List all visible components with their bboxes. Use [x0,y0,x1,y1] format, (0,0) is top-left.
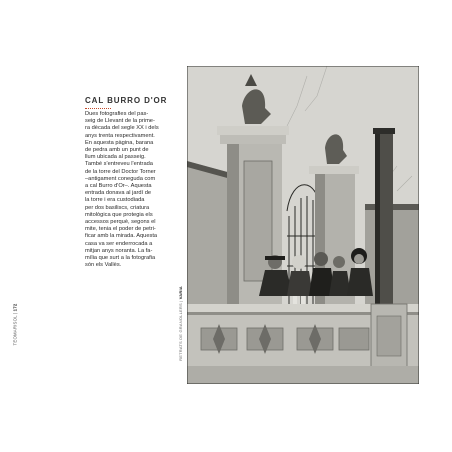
caption-body [85,111,181,269]
caption-line: mília que surt a la fotografia [85,255,156,262]
caption-line: anys trenta respectivament. [85,132,155,139]
caption-line: seig de Llevant de la prime- [85,118,155,125]
series-folio: RETRATS DE GRANOLLERS | VARIA [177,285,183,361]
caption-line: la torre i era custodiada [85,197,145,204]
caption-line: També s'entreveu l'entrada [85,161,153,168]
caption-line: per dos basiliscs, criatura [85,204,150,211]
caption-line: En aquesta pàgina, barana [85,139,154,146]
page-number: 172 [12,303,18,311]
lamp-post [373,128,395,304]
caption-line: accessos perquè, segons el [85,219,156,226]
caption-line: a cal Burro d'Or–. Aquesta [85,183,152,190]
author-folio: TEOMARISOL | 172 [12,303,18,345]
caption-line: Dues fotografies del pas- [85,111,149,117]
caption-line: mite, tenia el poder de petri- [85,226,156,233]
caption-line: casa va ser enderrocada a [85,240,153,247]
caption-line: són els Vallès. [85,262,122,269]
caption-line: mitològica que protegia els [85,211,153,218]
caption-line: de pedra amb un punt de [85,147,149,154]
section-title: CAL BURRO D'OR [85,96,168,105]
caption-line: –antigament coneguda com [85,175,156,182]
photo-side-folio [176,285,184,361]
caption-line: llum ubicada al passeig. [85,154,146,161]
left-side-folio [11,284,19,364]
title-underline [85,108,111,109]
photo-illustration [187,66,419,384]
historic-photo [187,66,419,384]
caption-line: mitjan anys noranta. La fa- [85,247,153,254]
author-name: TEOMARISOL [12,314,18,345]
series-name: RETRATS DE GRANOLLERS [177,302,183,361]
caption-line: ra dècada del segle XX i dels [85,125,159,132]
stone-balustrade [187,304,419,384]
caption-line: ficar amb la mirada. Aquesta [85,233,158,240]
caption-line: de la torre del Doctor Torner [85,168,156,175]
section-name: VARIA [177,285,183,299]
caption-column [85,96,181,269]
caption-line: entrada donava al jardí de [85,190,152,197]
